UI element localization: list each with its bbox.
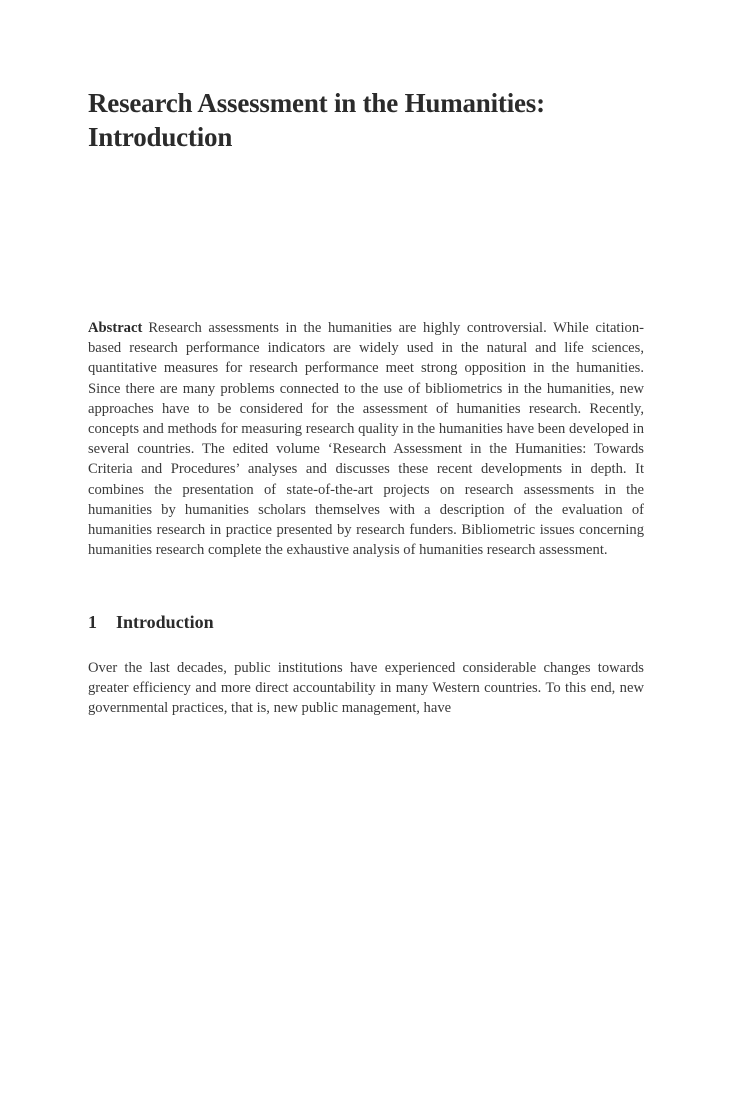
paper-title: [88, 86, 644, 154]
abstract-label: Abstract: [88, 320, 143, 336]
section-title: Introduction: [116, 612, 214, 632]
abstract-paragraph: [88, 318, 644, 560]
paper-page: [88, 86, 644, 717]
section-heading: [88, 610, 214, 634]
introduction-paragraph: Over the last decades, public institutions have experienced considerable changes towards greater efficiency and more direct accountability in many Western countries. To this end, new governmental practices, that is, new public management, have: [88, 660, 644, 717]
paper-title-line-2: Introduction: [88, 122, 233, 152]
section-number: 1: [88, 612, 97, 632]
paper-title-line-1: Research Assessment in the Humanities:: [88, 88, 545, 118]
abstract-text: Research assessments in the humanities are highly controversial. While citation-based research performance indicators are widely used in the natural and life sciences, quantitative measures for research performance meet strong opposition in the humanities. Since there are many problems connected to the use of bibliometrics in the humanities, new approaches have to be considered for the assessment of humanities research. Recently, concepts and methods for measuring research quality in the humanities have been developed in several countries. The edited volume ‘Research Assessment in the Humanities: Towards Criteria and Procedures’ analyses and discusses these recent developments in depth. It combines the presentation of state-of-the-art projects on research assessments in the humanities by humanities scholars themselves with a description of the evaluation of humanities research in practice presented by research funders. Bibliometric issues concerning humanities research complete the exhaustive analysis of humanities research assessment.: [88, 320, 644, 559]
